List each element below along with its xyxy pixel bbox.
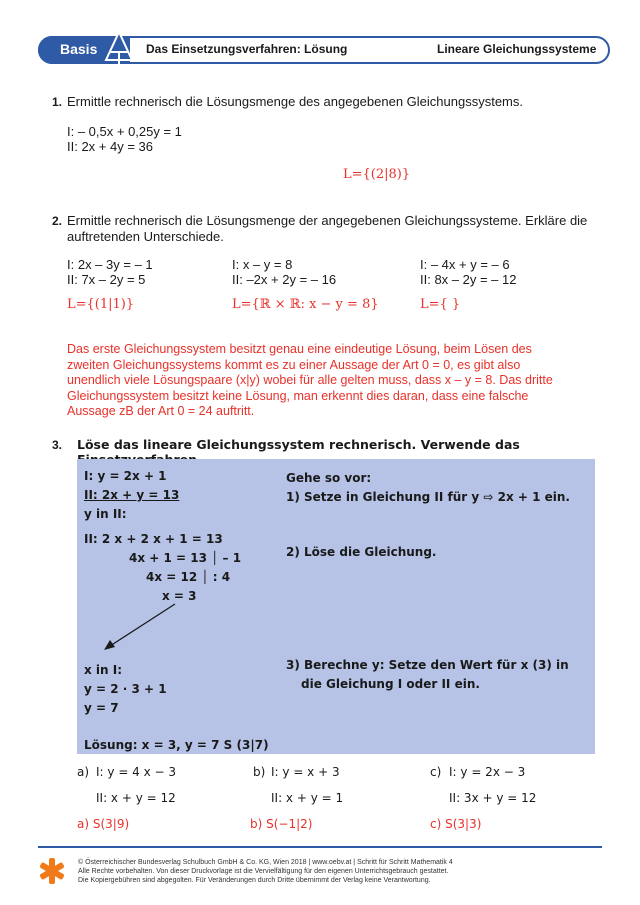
- explanation-line: Gleichungssystem besitzt keine Lösung, man erkennt dies daran, dass eine falsche: [67, 388, 529, 403]
- footer-rights: Alle Rechte vorbehalten. Von dieser Druckvorlage ist die Vervielfältigung für den eigenen Unterrichtsgebrauch gestattet.: [78, 868, 449, 875]
- example-step2: 4x + 1 = 13 │ – 1: [129, 551, 242, 565]
- exercise-c-eq2: II: 3x + y = 12: [449, 791, 537, 805]
- task2-system3-answer: L={ }: [420, 297, 461, 312]
- example-step3: 4x = 12 │ : 4: [146, 570, 231, 584]
- exercise-c-answer: c) S(3|3): [430, 817, 482, 831]
- task2-system3-eq1: I: – 4x + y = – 6: [420, 257, 510, 272]
- task2-system2-answer: L={ℝ × ℝ: x − y = 8}: [232, 297, 379, 312]
- example-eq1: I: y = 2x + 1: [84, 469, 167, 483]
- task2-system1-eq1: I: 2x – 3y = – 1: [67, 257, 153, 272]
- explanation-line: Aussage zB der Art 0 = 24 auftritt.: [67, 404, 255, 418]
- task2-prompt-line1: Ermittle rechnerisch die Lösungsmenge der angegebenen Gleichungssysteme. Erkläre die: [67, 213, 588, 228]
- example-y-calc: y = 2 · 3 + 1: [84, 682, 167, 696]
- exercise-b-eq1: I: y = x + 3: [271, 765, 340, 779]
- explanation-line: zweiten Gleichungssystems kommt es zu einer Aussage der Art 0 = 0, es gibt also: [67, 357, 521, 372]
- guide-step1: 1) Setze in Gleichung II für y ⇨ 2x + 1 ein.: [286, 490, 570, 504]
- example-x-in-I: x in I:: [84, 663, 123, 677]
- arrow-icon: [100, 600, 180, 652]
- exercise-b-label: b): [253, 765, 266, 779]
- guide-title: Gehe so vor:: [286, 471, 372, 485]
- guide-step3b: die Gleichung I oder II ein.: [301, 677, 480, 691]
- example-y-in-II: y in II:: [84, 507, 127, 521]
- exercise-a-eq1: I: y = 4 x − 3: [96, 765, 177, 779]
- example-y-result: y = 7: [84, 701, 119, 715]
- explanation-line: unendlich viele Lösungspaare (x|y) wobei für alle gelten muss, dass x – y = 8. Das dritte: [67, 373, 553, 387]
- task1-eq2: II: 2x + 4y = 36: [67, 139, 153, 154]
- footer-copyright: © Österreichischer Bundesverlag Schulbuch GmbH & Co. KG, Wien 2018 | www.oebv.at | Schritt für Schritt Mathematik 4: [78, 859, 453, 866]
- example-step1: II: 2 x + 2 x + 1 = 13: [84, 532, 223, 546]
- example-eq2: II: 2x + y = 13: [84, 488, 180, 502]
- task1-answer: L={(2|8)}: [343, 167, 411, 182]
- task1-eq1: I: – 0,5x + 0,25y = 1: [67, 124, 182, 139]
- explanation-line: Das erste Gleichungssystem besitzt genau eine eindeutige Lösung, beim Lösen des: [67, 342, 532, 356]
- footer-disclaimer: Die Kopiergebühren sind abgegolten. Für Veränderungen durch Dritte übernimmt der Verlag keine Verantwortung.: [78, 877, 431, 884]
- exercise-b-answer: b) S(−1|2): [250, 817, 313, 831]
- task2-explanation: [67, 342, 553, 420]
- task2-system2-eq2: II: –2x + 2y = – 16: [232, 272, 337, 287]
- task2-number: 2.: [52, 214, 63, 228]
- exercise-a-answer: a) S(3|9): [77, 817, 130, 831]
- task2-system2-eq1: I: x – y = 8: [232, 257, 293, 272]
- exercise-c-label: c): [430, 765, 442, 779]
- topic-title: Lineare Gleichungssysteme: [437, 42, 597, 56]
- task2-system3-eq2: II: 8x – 2y = – 12: [420, 272, 517, 287]
- example-solution: Lösung: x = 3, y = 7 S (3|7): [84, 738, 269, 752]
- task2-system1-answer: L={(1|1)}: [67, 297, 135, 312]
- publisher-logo-icon: [38, 857, 66, 885]
- page-title: Das Einsetzungsverfahren: Lösung: [146, 42, 348, 56]
- task3-prompt: Löse das lineare Gleichungssystem rechnerisch. Verwende das: [77, 437, 520, 452]
- footer-divider: [38, 846, 602, 848]
- example-step4: x = 3: [162, 589, 197, 603]
- exercise-a-eq2: II: x + y = 12: [96, 791, 176, 805]
- guide-step2: 2) Löse die Gleichung.: [286, 545, 437, 559]
- task2-system1-eq2: II: 7x – 2y = 5: [67, 272, 146, 287]
- task1-prompt: Ermittle rechnerisch die Lösungsmenge des angegebenen Gleichungssystems.: [67, 94, 523, 109]
- exercise-a-label: a): [77, 765, 90, 779]
- task3-number: 3.: [52, 438, 63, 452]
- guide-step3a: 3) Berechne y: Setze den Wert für x (3) in: [286, 658, 569, 672]
- triangle-icon: [104, 30, 134, 66]
- task2-prompt-line2: auftretenden Unterschiede.: [67, 229, 224, 244]
- level-badge-label: Basis: [60, 41, 98, 57]
- task1-number: 1.: [52, 95, 63, 109]
- exercise-c-eq1: I: y = 2x − 3: [449, 765, 526, 779]
- exercise-b-eq2: II: x + y = 1: [271, 791, 344, 805]
